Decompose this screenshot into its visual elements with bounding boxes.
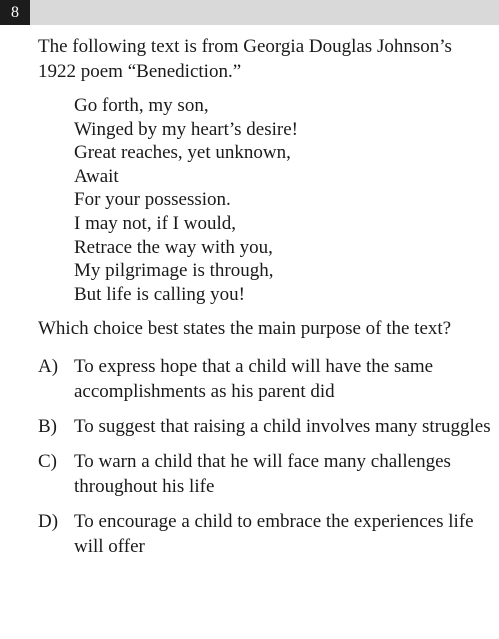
choice-letter: A) [38, 356, 59, 378]
poem-line: Go forth, my son, [74, 95, 209, 116]
choice-letter: D) [38, 511, 59, 533]
choice-letter: B) [38, 416, 57, 438]
question-number-badge: 8 [0, 0, 30, 25]
question-prompt: Which choice best states the main purpose of the text? [38, 318, 452, 340]
choice-text: To express hope that a child will have the same accomplishments as his parent did [74, 356, 434, 403]
answer-choices [38, 354, 493, 559]
poem-line: Great reaches, yet unknown, [74, 142, 291, 164]
poem-excerpt [74, 94, 493, 306]
choice-text: To encourage a child to embrace the experiences life will offer [74, 511, 474, 558]
question-header-bar [0, 0, 499, 25]
poem-line: My pilgrimage is through, [74, 260, 274, 282]
choice-text: To suggest that raising a child involves many struggles [74, 416, 491, 438]
poem-line: Winged by my heart’s desire! [74, 118, 299, 140]
question-content [38, 34, 493, 569]
poem-line: Retrace the way with you, [74, 236, 273, 258]
choice-text: To warn a child that he will face many challenges throughout his life [74, 451, 451, 498]
answer-choice-b[interactable] [38, 414, 493, 439]
poem-line: I may not, if I would, [74, 212, 237, 234]
choice-letter: C) [38, 451, 57, 473]
answer-choice-c[interactable] [38, 449, 493, 499]
poem-line: Await [74, 165, 119, 187]
answer-choice-a[interactable] [38, 354, 493, 404]
passage-intro: The following text is from Georgia Douglas Johnson’s 1922 poem “Benediction.” [38, 36, 452, 82]
poem-line: For your possession. [74, 189, 231, 211]
poem-line: But life is calling you! [74, 283, 245, 305]
answer-choice-d[interactable] [38, 509, 493, 559]
